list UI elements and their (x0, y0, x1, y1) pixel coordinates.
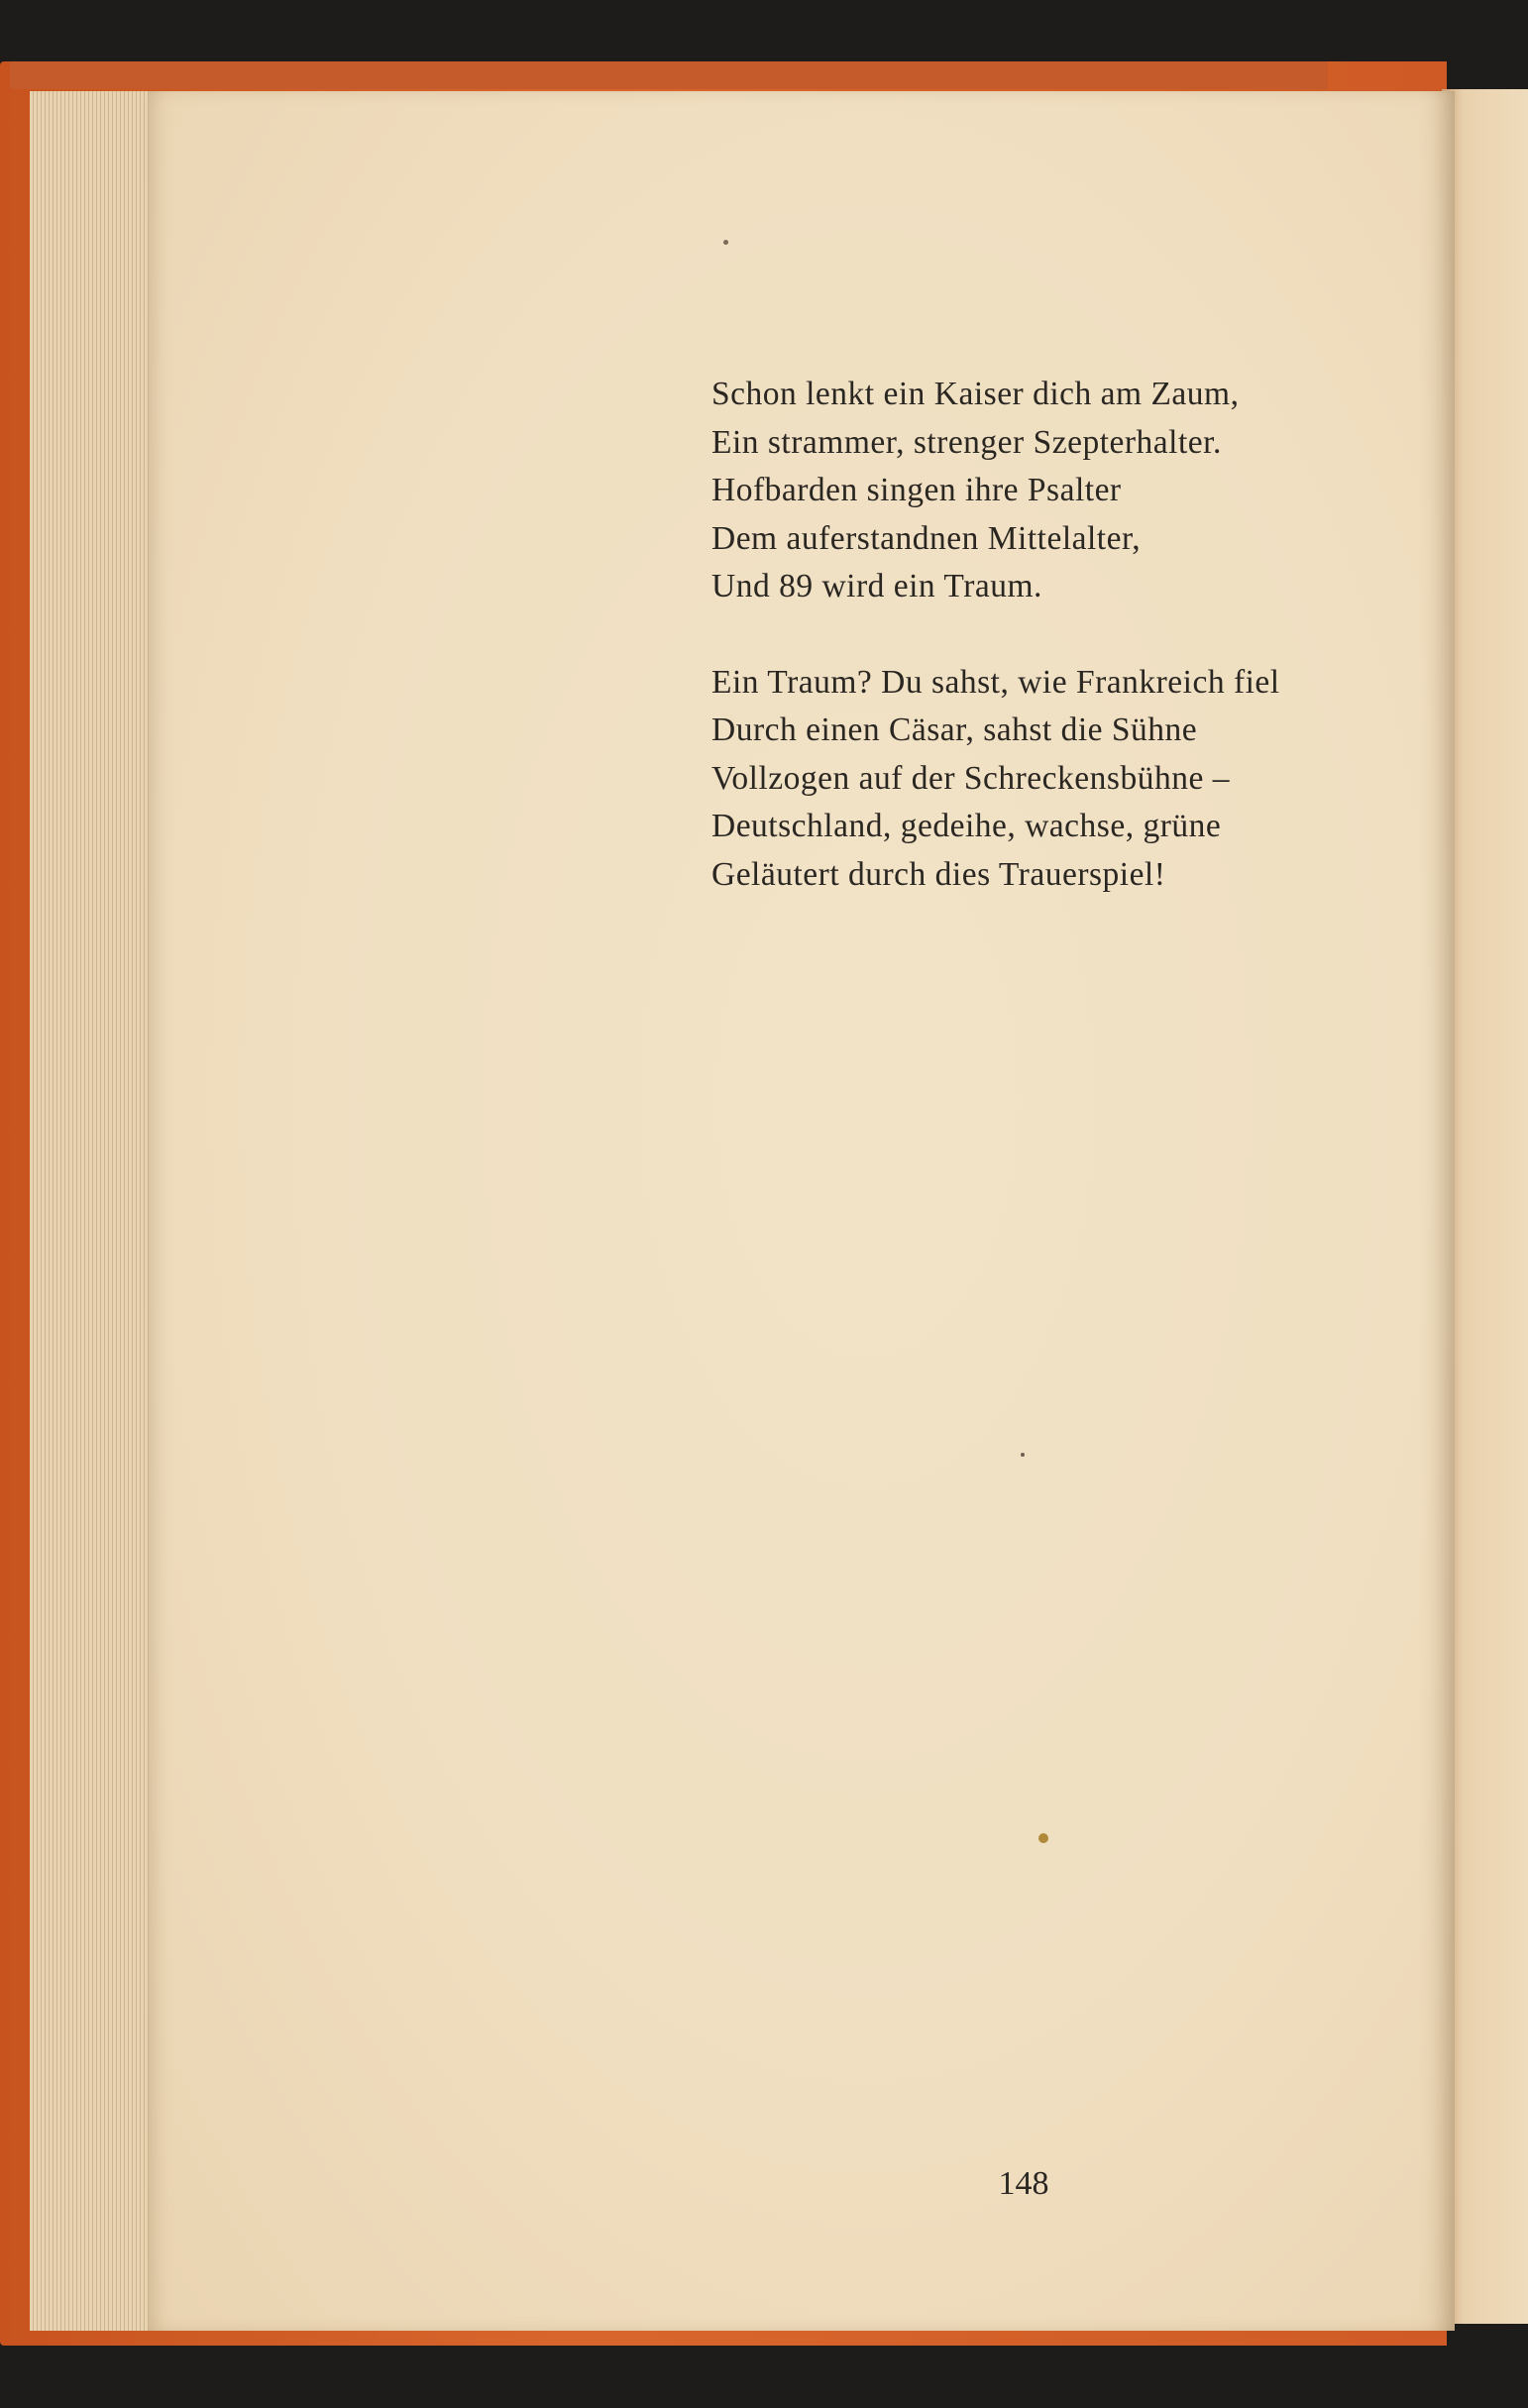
book-page (149, 91, 1455, 2331)
stanza-2 (711, 659, 1465, 900)
poem-line: Durch einen Cäsar, sahst die Sühne (711, 711, 1198, 748)
stanza-1 (711, 371, 1465, 611)
poem-line: Dem auferstandnen Mittelalter, (711, 519, 1142, 557)
page-number: 148 (998, 2165, 1049, 2202)
paper-speck (1021, 1453, 1025, 1457)
poem-line: Schon lenkt ein Kaiser dich am Zaum, (711, 376, 1240, 412)
poem-line: Ein Traum? Du sahst, wie Frankreich fiel (711, 663, 1280, 701)
poem-line: Und 89 wird ein Traum. (711, 568, 1042, 604)
poem-line: Geläutert durch dies Trauerspiel! (711, 855, 1166, 893)
poem-line: Vollzogen auf der Schreckensbühne – (711, 759, 1230, 797)
poem-line: Deutschland, gedeihe, wachse, grüne (711, 808, 1222, 844)
poem-line: Hofbarden singen ihre Psalter (711, 472, 1122, 508)
book-cover-top-edge (10, 61, 1328, 89)
poem-text (711, 371, 1465, 946)
paper-speck (723, 240, 728, 245)
paper-speck (1038, 1833, 1048, 1843)
poem-line: Ein strammer, strenger Szepterhalter. (711, 423, 1222, 461)
